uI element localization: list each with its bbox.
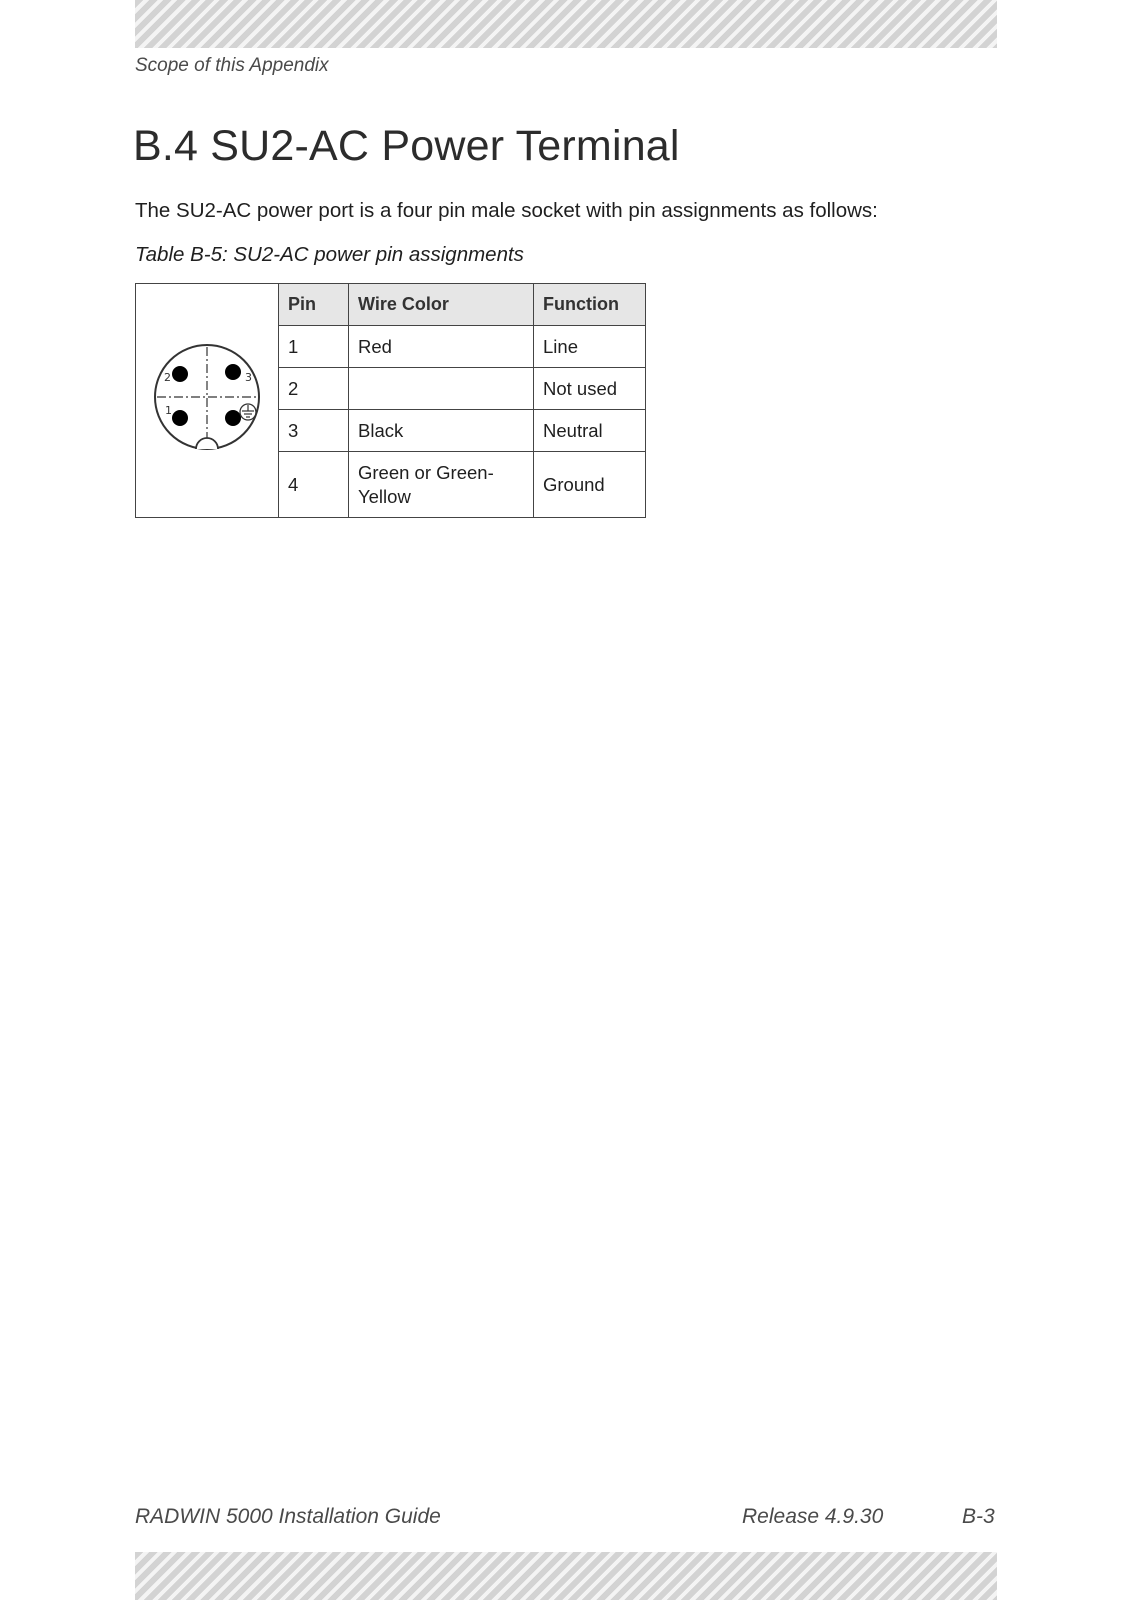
pin-label-1: 1	[165, 403, 172, 417]
cell-function: Line	[534, 326, 646, 368]
header-wire-color: Wire Color	[349, 284, 534, 326]
connector-pinout-diagram	[147, 341, 267, 461]
cell-wire-color: Red	[349, 326, 534, 368]
footer-release: Release 4.9.30	[742, 1505, 884, 1528]
header-function: Function	[534, 284, 646, 326]
pin-label-2: 2	[164, 370, 171, 384]
pin-assignment-table	[135, 283, 646, 518]
ground-symbol-icon	[240, 404, 256, 420]
footer-doc-title: RADWIN 5000 Installation Guide	[135, 1505, 441, 1528]
pin-3-contact	[225, 364, 241, 380]
cell-wire-color: Black	[349, 410, 534, 452]
pin-2-contact	[172, 366, 188, 382]
cell-pin: 4	[279, 452, 349, 518]
running-header: Scope of this Appendix	[135, 55, 329, 76]
table-header-row	[136, 284, 646, 326]
cell-pin: 3	[279, 410, 349, 452]
keying-notch	[196, 438, 218, 449]
cell-wire-color: Green or Green-Yellow	[349, 452, 534, 518]
section-title: B.4 SU2-AC Power Terminal	[133, 122, 680, 170]
cell-pin: 1	[279, 326, 349, 368]
footer-page-number: B-3	[962, 1505, 995, 1528]
header-decorative-band	[135, 0, 997, 48]
cell-function: Ground	[534, 452, 646, 518]
pin-label-3: 3	[245, 370, 252, 384]
pin-1-contact	[172, 410, 188, 426]
cell-function: Not used	[534, 368, 646, 410]
cell-pin: 2	[279, 368, 349, 410]
cell-function: Neutral	[534, 410, 646, 452]
header-pin: Pin	[279, 284, 349, 326]
connector-figure-cell	[136, 284, 279, 518]
intro-paragraph: The SU2-AC power port is a four pin male socket with pin assignments as follows:	[135, 199, 878, 222]
table-caption: Table B-5: SU2-AC power pin assignments	[135, 243, 524, 266]
cell-wire-color	[349, 368, 534, 410]
pin-4-contact	[225, 410, 241, 426]
footer-decorative-band	[135, 1552, 997, 1600]
